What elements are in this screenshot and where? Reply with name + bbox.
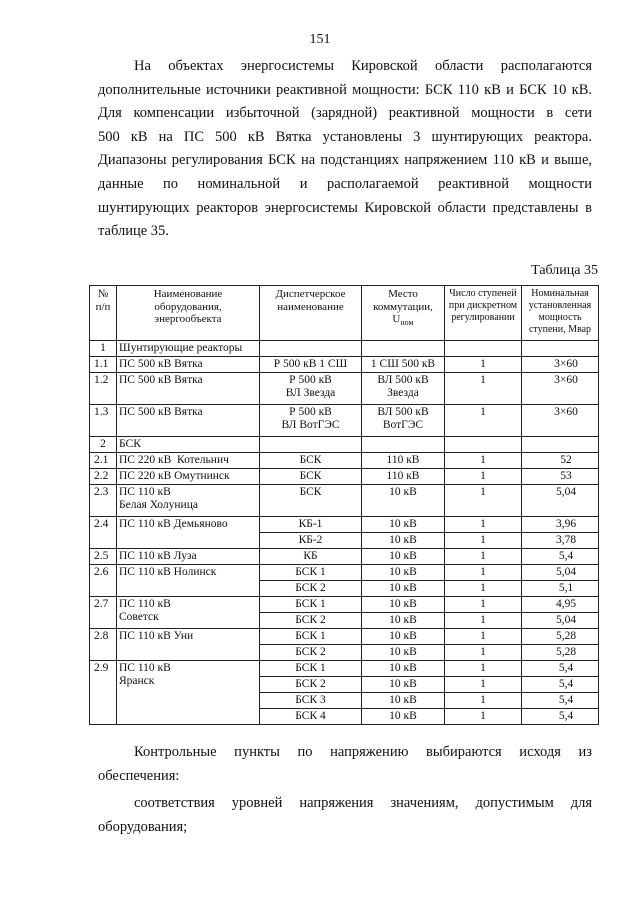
cell-place: 10 кВ xyxy=(362,661,445,677)
cell-place: 10 кВ xyxy=(362,517,445,533)
cell-num: 2.9 xyxy=(90,661,117,725)
cell-power: 3×60 xyxy=(522,405,599,437)
cell-steps: 1 xyxy=(445,533,522,549)
text-line: соответствия уровней напряжения значениям, допустимым для xyxy=(134,795,592,812)
cell-power: 3,96 xyxy=(522,517,599,533)
cell-dispatch: Р 500 кВ 1 СШ xyxy=(260,357,362,373)
cell-num: 2 xyxy=(90,437,117,453)
cell-place: 10 кВ xyxy=(362,629,445,645)
cell-steps: 1 xyxy=(445,517,522,533)
cell-place: 10 кВ xyxy=(362,565,445,581)
header-place xyxy=(362,286,445,341)
cell-dispatch: КБ xyxy=(260,549,362,565)
cell-name: ПС 500 кВ Вятка xyxy=(117,405,260,437)
cell-power: 5,04 xyxy=(522,613,599,629)
text-line: оборудования; xyxy=(98,818,188,835)
cell-name: ПС 110 кВ Белая Холуница xyxy=(117,485,260,517)
cell-place: 10 кВ xyxy=(362,485,445,517)
cell-steps: 1 xyxy=(445,693,522,709)
cell-dispatch: БСК 2 xyxy=(260,645,362,661)
cell-dispatch: БСК xyxy=(260,469,362,485)
cell-steps: 1 xyxy=(445,549,522,565)
cell-place: 1 СШ 500 кВ xyxy=(362,357,445,373)
cell-steps: 1 xyxy=(445,581,522,597)
cell-steps: 1 xyxy=(445,677,522,693)
cell-place: ВЛ 500 кВ Звезда xyxy=(362,373,445,405)
table-row xyxy=(90,485,599,517)
cell-name: ПС 500 кВ Вятка xyxy=(117,373,260,405)
cell-empty xyxy=(362,341,445,357)
cell-dispatch: Р 500 кВ ВЛ Звезда xyxy=(260,373,362,405)
cell-num: 1 xyxy=(90,341,117,357)
table-row xyxy=(90,597,599,613)
cell-name: ПС 110 кВ Луза xyxy=(117,549,260,565)
cell-dispatch: БСК xyxy=(260,485,362,517)
cell-dispatch: БСК 2 xyxy=(260,581,362,597)
reactive-power-table xyxy=(89,285,599,725)
table-row xyxy=(90,373,599,405)
table-row xyxy=(90,405,599,437)
cell-empty xyxy=(362,437,445,453)
cell-steps: 1 xyxy=(445,709,522,725)
cell-num: 2.3 xyxy=(90,485,117,517)
cell-steps: 1 xyxy=(445,661,522,677)
cell-place: 10 кВ xyxy=(362,533,445,549)
table-row xyxy=(90,469,599,485)
table-row xyxy=(90,437,599,453)
cell-num: 2.7 xyxy=(90,597,117,629)
header-place-main: Место коммутации, U xyxy=(373,288,433,325)
cell-num: 2.8 xyxy=(90,629,117,661)
cell-power: 5,28 xyxy=(522,645,599,661)
table-row xyxy=(90,549,599,565)
cell-empty xyxy=(522,341,599,357)
cell-empty xyxy=(522,437,599,453)
cell-steps: 1 xyxy=(445,469,522,485)
cell-power: 53 xyxy=(522,469,599,485)
cell-place: 10 кВ xyxy=(362,549,445,565)
cell-num: 2.6 xyxy=(90,565,117,597)
cell-name: ПС 110 кВ Яранск xyxy=(117,661,260,725)
text-line: дополнительные источники реактивной мощности: БСК 110 кВ и БСК 10 кВ. xyxy=(98,81,592,98)
cell-name: БСК xyxy=(117,437,260,453)
cell-empty xyxy=(260,341,362,357)
header-steps: Число ступеней при дискретном регулировании xyxy=(445,286,522,341)
cell-dispatch: КБ-1 xyxy=(260,517,362,533)
cell-steps: 1 xyxy=(445,629,522,645)
cell-name: ПС 110 кВ Демьяново xyxy=(117,517,260,549)
cell-power: 5,04 xyxy=(522,565,599,581)
cell-power: 5,28 xyxy=(522,629,599,645)
cell-power: 5,4 xyxy=(522,693,599,709)
cell-power: 5,4 xyxy=(522,709,599,725)
table-row xyxy=(90,661,599,677)
header-place-sub: ном xyxy=(400,318,414,328)
cell-dispatch: БСК 1 xyxy=(260,629,362,645)
text-line: Контрольные пункты по напряжению выбираются исходя из xyxy=(134,744,592,760)
cell-place: 10 кВ xyxy=(362,693,445,709)
cell-dispatch: БСК 2 xyxy=(260,613,362,629)
cell-name: ПС 110 кВ Уни xyxy=(117,629,260,661)
cell-name: Шунтирующие реакторы xyxy=(117,341,260,357)
cell-dispatch: БСК 1 xyxy=(260,661,362,677)
text-line: Диапазоны регулирования БСК на подстанциях напряжением 110 кВ и выше, xyxy=(98,152,592,169)
cell-dispatch: БСК 1 xyxy=(260,565,362,581)
cell-power: 4,95 xyxy=(522,597,599,613)
header-num: № п/п xyxy=(90,286,117,341)
cell-steps: 1 xyxy=(445,373,522,405)
cell-power: 5,4 xyxy=(522,677,599,693)
table-row xyxy=(90,357,599,373)
intro-paragraph xyxy=(98,55,592,244)
cell-steps: 1 xyxy=(445,613,522,629)
cell-empty xyxy=(445,341,522,357)
header-power: Номинальная установленная мощность ступени, Мвар xyxy=(522,286,599,341)
page-number: 151 xyxy=(309,32,331,47)
cell-place: 110 кВ xyxy=(362,453,445,469)
cell-place: 10 кВ xyxy=(362,597,445,613)
table-header-row xyxy=(90,286,599,341)
cell-dispatch: БСК 1 xyxy=(260,597,362,613)
cell-empty xyxy=(260,437,362,453)
cell-steps: 1 xyxy=(445,357,522,373)
cell-place: 10 кВ xyxy=(362,709,445,725)
cell-power: 5,4 xyxy=(522,661,599,677)
cell-dispatch: БСК 3 xyxy=(260,693,362,709)
cell-num: 2.1 xyxy=(90,453,117,469)
table-caption: Таблица 35 xyxy=(531,263,598,278)
text-line: шунтирующих реакторов энергосистемы Кировской области представлены в xyxy=(98,199,592,216)
cell-place: 10 кВ xyxy=(362,581,445,597)
cell-power: 5,1 xyxy=(522,581,599,597)
cell-num: 2.4 xyxy=(90,517,117,549)
cell-dispatch: БСК xyxy=(260,453,362,469)
cell-power: 5,04 xyxy=(522,485,599,517)
text-line: таблице 35. xyxy=(98,223,169,240)
table-row xyxy=(90,629,599,645)
table-row xyxy=(90,341,599,357)
cell-power: 52 xyxy=(522,453,599,469)
cell-steps: 1 xyxy=(445,645,522,661)
cell-power: 3×60 xyxy=(522,357,599,373)
cell-name: ПС 220 кВ Омутнинск xyxy=(117,469,260,485)
cell-dispatch: КБ-2 xyxy=(260,533,362,549)
cell-power: 3,78 xyxy=(522,533,599,549)
text-line: 500 кВ на ПС 500 кВ Вятка установлены 3 шунтирующих реактора. xyxy=(98,128,592,145)
cell-steps: 1 xyxy=(445,597,522,613)
cell-power: 3×60 xyxy=(522,373,599,405)
cell-num: 1.1 xyxy=(90,357,117,373)
cell-num: 1.2 xyxy=(90,373,117,405)
cell-name: ПС 110 кВ Нолинск xyxy=(117,565,260,597)
text-line: На объектах энергосистемы Кировской области располагаются xyxy=(134,58,592,74)
cell-num: 2.2 xyxy=(90,469,117,485)
cell-place: 10 кВ xyxy=(362,677,445,693)
header-name: Наименование оборудования, энергообъекта xyxy=(117,286,260,341)
cell-steps: 1 xyxy=(445,565,522,581)
text-line: Для компенсации избыточной (зарядной) реактивной мощности в сети xyxy=(98,105,592,122)
cell-dispatch: БСК 4 xyxy=(260,709,362,725)
cell-steps: 1 xyxy=(445,453,522,469)
cell-name: ПС 500 кВ Вятка xyxy=(117,357,260,373)
cell-steps: 1 xyxy=(445,485,522,517)
table-row xyxy=(90,517,599,533)
header-dispatch: Диспетчерское наименование xyxy=(260,286,362,341)
text-line: обеспечения: xyxy=(98,767,180,784)
cell-num: 2.5 xyxy=(90,549,117,565)
cell-empty xyxy=(445,437,522,453)
table-row xyxy=(90,453,599,469)
outro-paragraph xyxy=(98,741,592,839)
cell-name: ПС 110 кВ Советск xyxy=(117,597,260,629)
cell-steps: 1 xyxy=(445,405,522,437)
cell-place: 110 кВ xyxy=(362,469,445,485)
cell-place: 10 кВ xyxy=(362,645,445,661)
cell-power: 5,4 xyxy=(522,549,599,565)
text-line: данные по номинальной и располагаемой реактивной мощности xyxy=(98,175,592,192)
cell-num: 1.3 xyxy=(90,405,117,437)
cell-place: ВЛ 500 кВ ВотГЭС xyxy=(362,405,445,437)
cell-place: 10 кВ xyxy=(362,613,445,629)
cell-name: ПС 220 кВ Котельнич xyxy=(117,453,260,469)
table-row xyxy=(90,565,599,581)
cell-dispatch: Р 500 кВ ВЛ ВотГЭС xyxy=(260,405,362,437)
cell-dispatch: БСК 2 xyxy=(260,677,362,693)
